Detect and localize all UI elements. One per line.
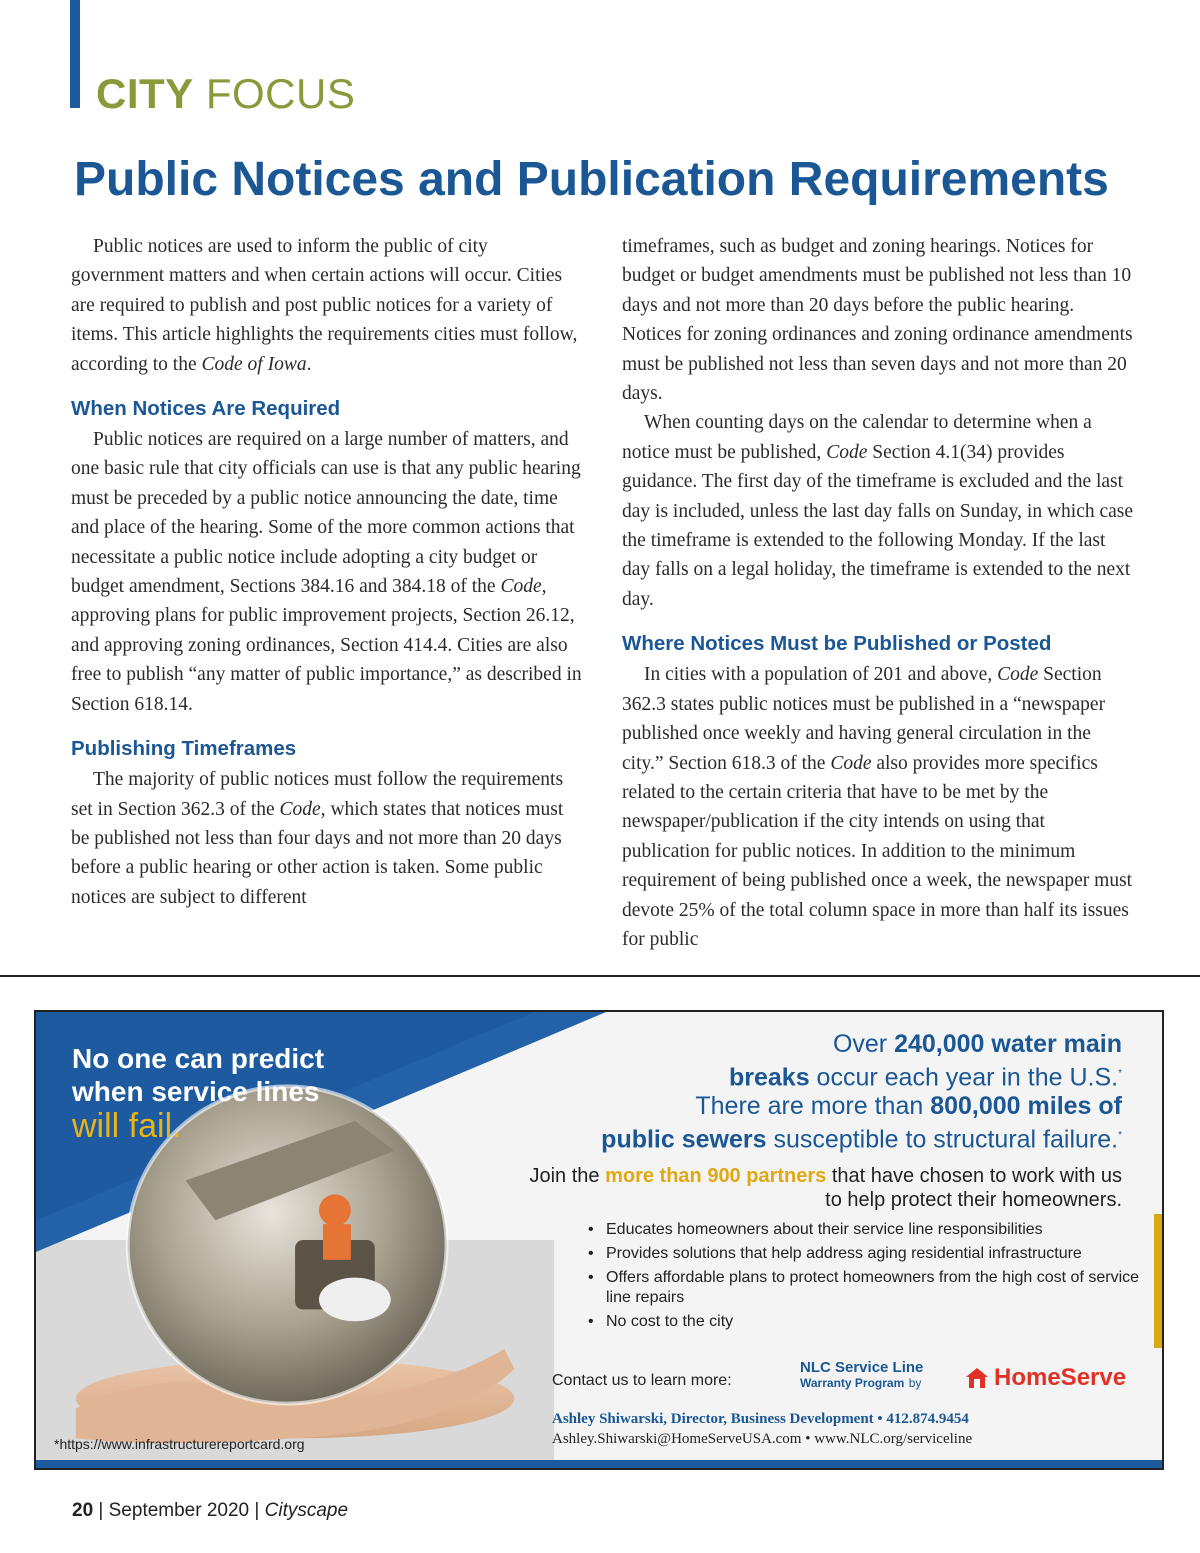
left-column	[71, 232, 583, 912]
paragraph-where-published: In cities with a population of 201 and above, Code Section 362.3 states public notices must be published in a “newspaper published once weekly and having general circulation in the city.” Section 618.3 of the Code also provides more specifics related to the certain criteria that have to be met by the newspaper/publication if the city intends on using that publication for public notices. In addition to the minimum requirement of being published once a week, the newspaper must devote 25% of the total column space in more than half its issues for public	[622, 664, 1133, 950]
heading-publishing-timeframes: Publishing Timeframes	[71, 737, 297, 761]
heading-where-published: Where Notices Must be Published or Posted	[622, 632, 1052, 656]
ad-source-footnote: *https://www.infrastructurereportcard.org	[54, 1436, 305, 1452]
paragraph-when-notices: Public notices are required on a large number of matters, and one basic rule that city officials can use is that any public hearing must be preceded by a public notice announcing the date, time and place of the hearing. Some of the more common actions that necessitate a public notice include adopting a city budget or budget amendment, Sections 384.16 and 384.18 of the Code, approving plans for public improvement projects, Section 26.12, and approving zoning ordinances, Section 414.4. Cities are also free to publish “any matter of public importance,” as described in Section 618.14.	[71, 429, 582, 715]
heading-when-notices-required: When Notices Are Required	[71, 397, 341, 421]
article-title: Public Notices and Publication Requirements	[74, 153, 1109, 206]
homeserve-advertisement	[34, 1010, 1164, 1470]
homeserve-logo: HomeServe	[964, 1364, 1126, 1392]
ad-contact-person: Ashley Shiwarski, Director, Business Development • 412.874.9454	[552, 1411, 969, 1427]
ad-statistics: Over 240,000 water main breaks occur each year in the U.S.* There are more than 800,000 miles of public sewers susceptible to structural failure.*	[601, 1030, 1122, 1154]
intro-paragraph: Public notices are used to inform the public of city government matters and when certain actions will occur. Cities are required to publish and post public notices for a variety of items. This article highlights the requirements cities must follow, according to the Code of Iowa.	[71, 236, 578, 375]
section-kicker: CITY FOCUS	[96, 70, 356, 117]
paragraph-timeframes: The majority of public notices must follow the requirements set in Section 362.3 of the Code, which states that notices must be published not less than four days and not more than 20 days before a public hearing or other action is taken. Some public notices are subject to different	[71, 769, 564, 908]
ad-divider-line	[0, 975, 1200, 977]
ad-bottom-bar	[36, 1460, 1162, 1468]
page-footer: 20 | September 2020 | Cityscape	[72, 1500, 349, 1521]
list-item: • Educates homeowners about their service line responsibilities	[584, 1220, 1144, 1240]
paragraph-counting-days: When counting days on the calendar to determine when a notice must be published, Code Section 4.1(34) provides guidance. The first day of the timeframe is excluded and the last day is included, unless the last day falls on Sunday, in which case the timeframe is extended to the following Monday. If the last day falls on a legal holiday, the timeframe is extended to the next day.	[622, 412, 1134, 610]
house-icon	[964, 1366, 990, 1390]
ad-contact-label: Contact us to learn more:	[552, 1372, 732, 1389]
ad-gold-accent-bar	[1154, 1214, 1162, 1348]
ad-contact-email-url[interactable]: Ashley.Shiwarski@HomeServeUSA.com • www.NLC.org/serviceline	[552, 1431, 973, 1447]
paragraph-timeframes-cont: timeframes, such as budget and zoning hearings. Notices for budget or budget amendments must be published not less than 10 days and not more than 20 days before the public hearing. Notices for zoning ordinances and zoning ordinance amendments must be published not less than seven days and not more than 20 days.	[622, 236, 1133, 405]
list-item: • Offers affordable plans to protect homeowners from the high cost of service line repairs	[584, 1268, 1144, 1308]
ad-benefits-list	[584, 1220, 1144, 1336]
right-column	[622, 232, 1134, 954]
nlc-logo-text: NLC Service Line Warranty Program by	[800, 1359, 924, 1390]
ad-join-text: Join the more than 900 partners that have chosen to work with us to help protect their homeowners.	[529, 1165, 1122, 1211]
ad-headline: No one can predict when service lines will fail.	[72, 1043, 325, 1145]
list-item: • Provides solutions that help address aging residential infrastructure	[584, 1244, 1144, 1264]
kicker-accent-bar	[70, 0, 80, 108]
list-item: • No cost to the city	[584, 1312, 1144, 1332]
